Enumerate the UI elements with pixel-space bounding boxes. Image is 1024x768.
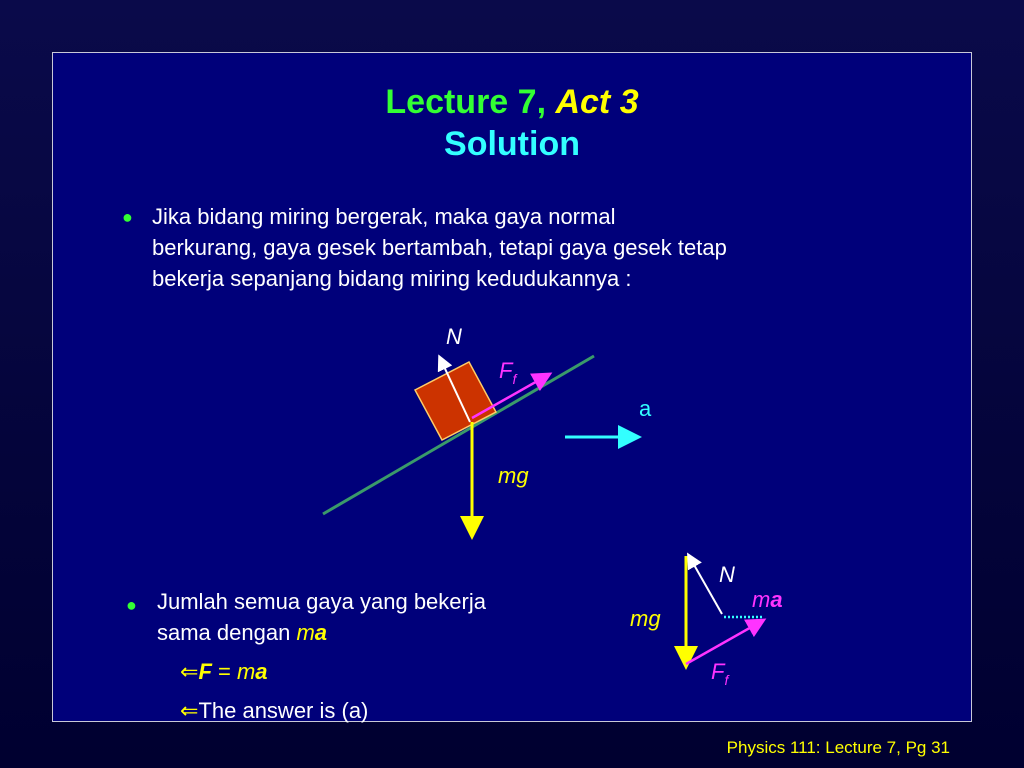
equation-line (180, 656, 268, 687)
triangle-label-f: f (724, 672, 729, 688)
bullet2-line1: Jumlah semua gaya yang bekerja (157, 589, 486, 614)
block (415, 362, 496, 440)
label-Ff-main: F (499, 358, 513, 383)
bullet1-line1: Jika bidang miring bergerak, maka gaya normal (152, 204, 616, 229)
bullet1-line2: berkurang, gaya gesek bertambah, tetapi gaya gesek tetap (152, 235, 727, 260)
arrow-icon: ⇐ (180, 698, 199, 723)
triangle-label-mg: mg (630, 606, 661, 631)
slide-subtitle: Solution (444, 125, 580, 163)
triangle-normal-arrow (689, 556, 722, 614)
title-lecture: Lecture 7, (385, 83, 547, 121)
triangle-label-Ff (711, 659, 729, 688)
equation-m: m (236, 659, 256, 684)
answer-text: The answer is (a) (198, 698, 369, 723)
equation-F: F (198, 659, 212, 684)
title-act: Act 3 (555, 83, 639, 121)
bullet2-a: a (314, 620, 328, 645)
label-Ff (499, 358, 517, 387)
bullet-dot-2: ● (126, 595, 137, 615)
triangle-label-a: a (770, 587, 783, 612)
page-footer: Physics 111: Lecture 7, Pg 31 (726, 738, 950, 757)
answer-line (180, 695, 368, 726)
bullet2-m: m (296, 620, 315, 645)
equation-a: a (255, 659, 268, 684)
triangle-label-ma (752, 587, 783, 613)
equation-equals: = (211, 659, 237, 684)
bullet2-line2-text: sama dengan (157, 620, 297, 645)
bullet2-line2 (157, 617, 486, 648)
label-Ff-sub: f (512, 371, 517, 387)
bullet2-text (157, 586, 486, 648)
triangle-label-m: m (752, 587, 771, 612)
arrow-icon: ⇐ (180, 659, 199, 684)
bullet1-line3: bekerja sepanjang bidang miring kedudukannya : (152, 266, 632, 291)
label-mg: mg (498, 463, 529, 488)
bullet-dot: ● (122, 207, 133, 227)
label-a: a (639, 396, 652, 421)
triangle-label-N: N (719, 562, 735, 587)
triangle-label-F: F (711, 659, 725, 684)
label-N: N (446, 324, 462, 349)
triangle-friction-arrow (686, 621, 762, 664)
